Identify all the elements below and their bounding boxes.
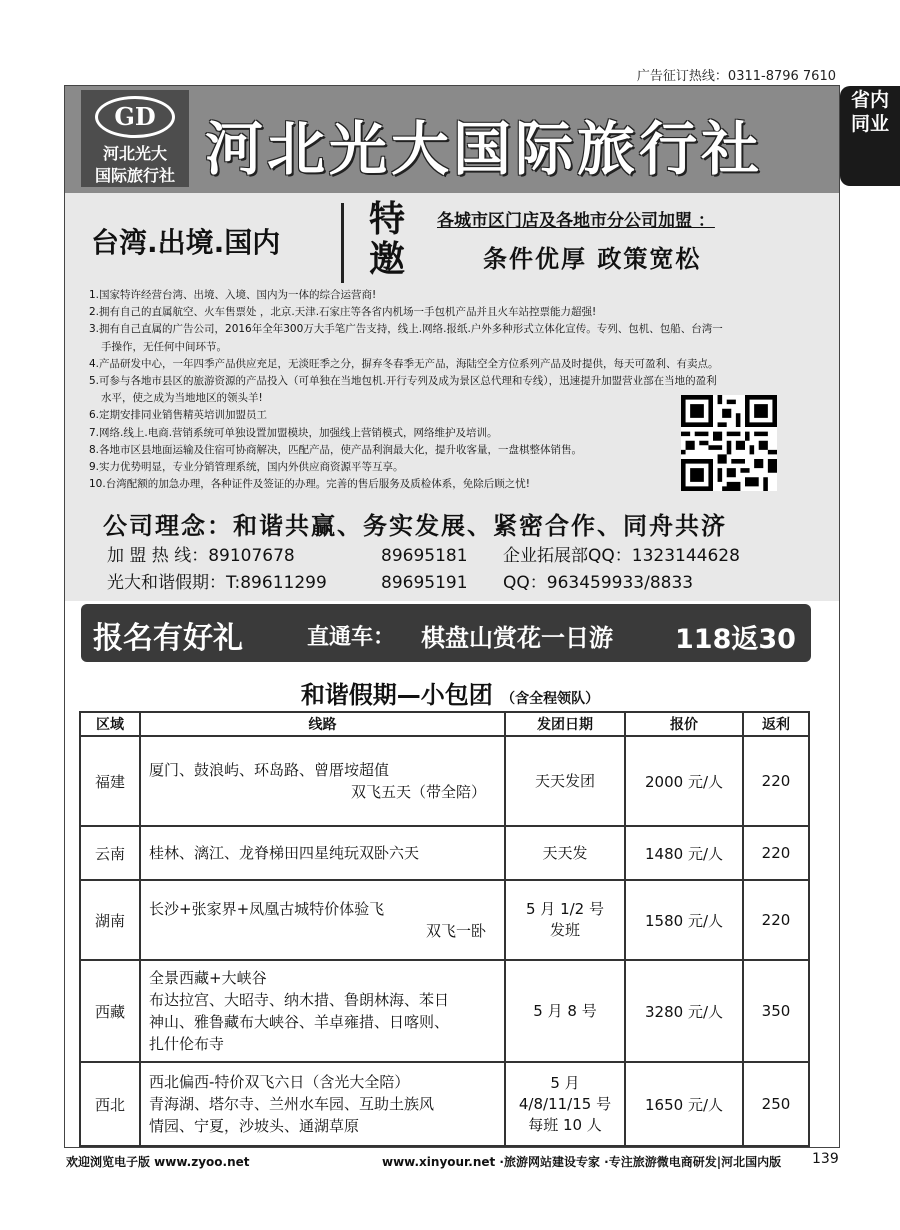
date-cell [505,960,625,1062]
ad-hotline: 广告征订热线：0311-8796 7610 [636,69,836,84]
date-cell [505,826,625,880]
date-line: 发班 [549,921,580,939]
header-banner [65,86,839,193]
region-cell: 云南 [80,826,140,880]
region-cell: 湖南 [80,880,140,960]
route-line: 神山、雅鲁藏布大峡谷、羊卓雍措、日喀则、 [149,1013,450,1031]
page-number: 139 [812,1151,839,1167]
price-cell: 3280 元/人 [625,960,743,1062]
advantage-item: 3.拥有自己直属的广告公司，2016年全年300万大手笔广告支持，线上.网络.报纸.户外多种形式立体化宣传。专列、包机、包船、台湾一 [89,323,723,336]
advantage-item: 水平，使之成为当地地区的领头羊! [101,392,263,405]
route-line: 双飞五天（带全陪） [350,783,486,801]
route-cell [140,960,505,1062]
price-cell: 1580 元/人 [625,880,743,960]
tour-table [79,711,810,1147]
col-region: 区域 [80,712,140,736]
promo-price: 118返30 [675,624,796,655]
route-cell [140,1062,505,1146]
route-line: 厦门、鼓浪屿、环岛路、曾厝垵超值 [149,761,390,779]
category-tab[interactable] [840,86,900,186]
price-cell: 2000 元/人 [625,736,743,826]
col-date: 发团日期 [505,712,625,736]
special-char-2: 邀 [368,238,405,280]
qr-code-icon[interactable] [681,395,777,491]
logo-text-line1: 河北光大 [102,144,167,163]
advantage-item: 手操作，无任何中间环节。 [101,340,227,353]
category-tab-line2: 同业 [850,113,889,135]
col-rebate: 返利 [743,712,809,736]
logo-text-line2: 国际旅行社 [94,166,175,185]
route-line: 长沙+张家界+凤凰古城特价体验飞 [149,900,385,918]
advantage-item: 10.台湾配额的加急办理，各种证件及签证的办理。完善的售后服务及质检体系，免除后顾之忧! [89,478,530,491]
logo-mark: GD [95,96,175,138]
company-logo [81,90,189,187]
price-cell: 1480 元/人 [625,826,743,880]
advantage-item: 5.可参与各地市县区的旅游资源的产品投入（可单独在当地包机.开行专列及成为景区总代理和专线），迅速提升加盟营业部在当地的盈利 [89,375,717,388]
advantage-item: 7.网络.线上.电商.营销系统可单独设置加盟模块，加强线上营销模式，网络维护及培训。 [89,426,498,439]
advantage-item: 1.国家特许经营台湾、出境、入境、国内为一体的综合运营商! [89,289,377,301]
route-cell [140,826,505,880]
table-row[interactable] [80,960,809,1062]
brand-title: 河北光大国际旅行社 [205,115,764,183]
company-philosophy: 公司理念：和谐共赢、务实发展、紧密合作、同舟共济 [103,511,727,540]
special-invite [357,199,417,279]
category-tab-line1: 省内 [850,89,889,111]
join-invitation: 各城市区门店及各地市分公司加盟 ： [437,211,715,231]
route-line: 扎什伦布寺 [149,1035,225,1053]
date-cell [505,1062,625,1146]
holiday-phone-secondary: 89695191 [381,573,468,593]
table-row[interactable] [80,880,809,960]
rebate-cell: 350 [743,960,809,1062]
holiday-phone-primary: 光大和谐假期：T:89611299 [107,573,327,593]
table-row[interactable] [80,826,809,880]
business-headline: 台湾.出境.国内 [91,226,281,259]
advantage-item: 9.实力优势明显，专业分销管理系统，国内外供应商资源平等互享。 [89,461,404,474]
route-line: 情园、宁夏，沙坡头、通湖草原 [149,1117,360,1135]
region-cell: 福建 [80,736,140,826]
rebate-cell: 220 [743,880,809,960]
col-price: 报价 [625,712,743,736]
route-line: 桂林、漓江、龙脊梯田四星纯玩双卧六天 [149,844,420,862]
date-line: 5 月 [550,1073,580,1092]
route-line: 青海湖、塔尔寺、兰州水车园、互助土族风 [149,1095,435,1113]
special-char-1: 特 [368,198,405,240]
date-cell [505,736,625,826]
join-terms: 条件优厚 政策宽松 [483,245,702,273]
date-line: 每班 10 人 [528,1115,602,1134]
promo-headline: 报名有好礼 [93,621,243,656]
package-subtitle: （含全程领队） [501,691,600,707]
route-line: 布达拉宫、大昭寺、纳木措、鲁朗林海、苯日 [149,991,450,1009]
table-row[interactable] [80,736,809,826]
table-header-row [80,712,809,736]
advantage-item: 4.产品研发中心，一年四季产品供应充足，无淡旺季之分，摒弃冬春季无产品，海陆空全方位系列产品及时提供，每天可盈利、有卖点。 [89,357,719,370]
footer-left-link[interactable]: 欢迎浏览电子版 www.zyoo.net [66,1155,250,1169]
region-cell: 西北 [80,1062,140,1146]
franchise-hotline [107,541,740,566]
price-cell: 1650 元/人 [625,1062,743,1146]
holiday-hotline [107,568,693,593]
date-line: 天天发团 [534,771,595,790]
rebate-cell: 220 [743,736,809,826]
route-cell [140,736,505,826]
date-line: 4/8/11/15 号 [518,1094,612,1113]
promo-banner[interactable] [81,604,811,662]
promo-route: 棋盘山赏花一日游 [421,624,613,652]
rebate-cell: 220 [743,826,809,880]
date-line: 5 月 1/2 号 [526,900,604,918]
business-qq: 企业拓展部QQ：1323144628 [503,546,740,566]
col-route: 线路 [140,712,505,736]
date-line: 5 月 8 号 [533,1001,597,1020]
advantage-item: 6.定期安排同业销售精英培训加盟员工 [89,409,268,422]
footer-right-link[interactable]: www.xinyour.net ·旅游网站建设专家 ·专注旅游微电商研发|河北国内版 [382,1155,782,1169]
promo-label: 直通车： [307,625,396,650]
divider [341,203,344,283]
hotline-primary: 加 盟 热 线：89107678 [107,546,295,566]
date-line: 天天发 [542,843,588,862]
advantage-item: 2.拥有自己的直属航空、火车售票处 ，北京.天津.石家庄等各省内机场一手包机产品并且火车站控票能力超强! [89,306,597,319]
route-line: 全景西藏+大峡谷 [149,969,267,987]
rebate-cell: 250 [743,1062,809,1146]
package-name: 和谐假期—小包团 [300,681,493,709]
package-title [0,675,900,710]
advantage-item: 8.各地市区县地面运输及住宿可协商解决，匹配产品，使产品利润最大化，提升收客量，一盘棋整体销售。 [89,443,583,456]
table-row[interactable] [80,1062,809,1146]
holiday-qq: QQ：963459933/8833 [503,573,694,593]
route-cell [140,880,505,960]
route-line: 西北偏西-特价双飞六日（含光大全陪） [149,1073,410,1091]
date-cell [505,880,625,960]
hotline-secondary: 89695181 [381,546,468,566]
region-cell: 西藏 [80,960,140,1062]
route-line: 双飞一卧 [425,922,486,940]
franchise-notice [65,193,839,601]
